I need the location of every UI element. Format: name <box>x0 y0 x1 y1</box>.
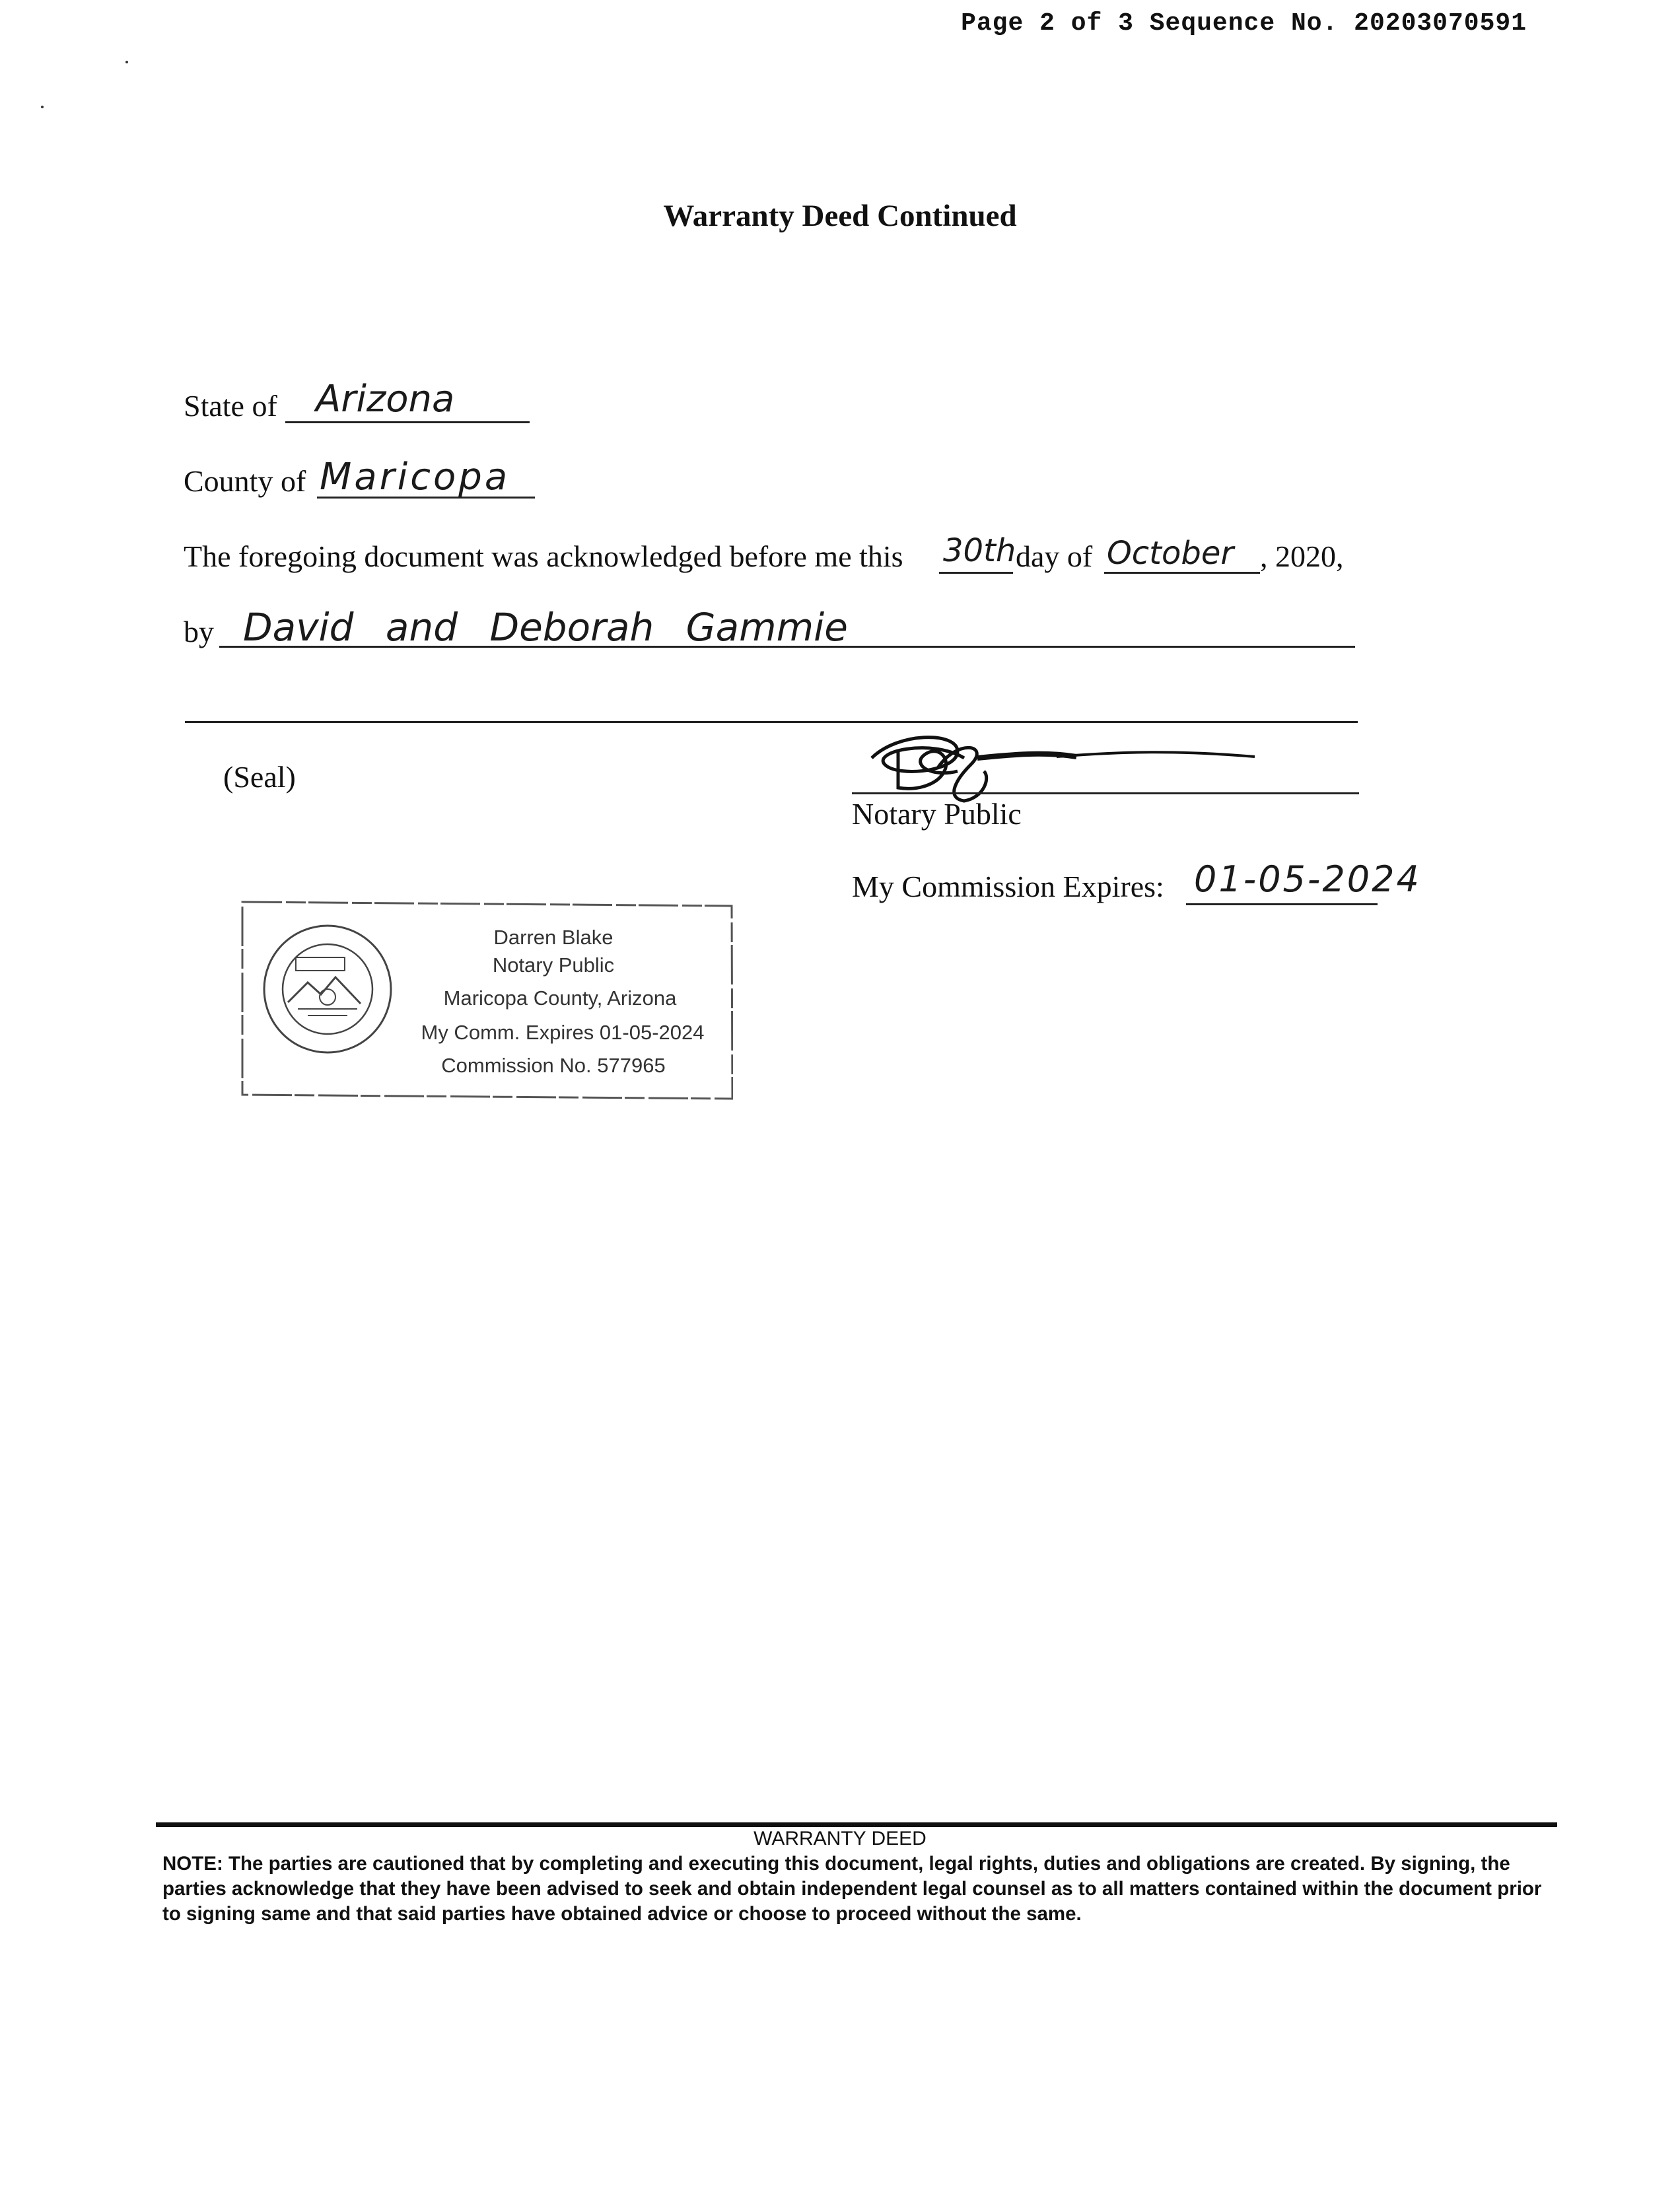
scan-speck <box>41 106 44 108</box>
scan-speck <box>125 61 128 63</box>
stamp-commission-expires: My Comm. Expires 01-05-2024 <box>421 1021 705 1044</box>
commission-underline <box>1186 903 1378 905</box>
state-label: State of <box>184 389 277 423</box>
footer-rule <box>156 1822 1557 1827</box>
acknowledgment-day: 30th <box>943 532 1016 569</box>
county-label: County of <box>184 464 306 498</box>
day-of-text: day of <box>1016 539 1093 573</box>
commission-expires-handwritten: 01-05-2024 <box>1194 858 1421 900</box>
month-underline <box>1104 572 1260 574</box>
signers-handwritten-names: David and Deborah Gammie <box>243 605 848 650</box>
year-text: , 2020, <box>1260 539 1344 573</box>
day-underline <box>939 572 1013 574</box>
by-underline <box>219 646 1355 648</box>
stamp-notary-title: Notary Public <box>492 953 615 977</box>
footer-label: WARRANTY DEED <box>753 1828 927 1849</box>
great-seal-of-arizona <box>262 923 394 1055</box>
state-underline <box>285 421 530 423</box>
state-handwritten-value: Arizona <box>316 378 455 421</box>
blank-line <box>185 721 1358 723</box>
notary-signature-line <box>852 792 1359 794</box>
page-sequence-header: Page 2 of 3 Sequence No. 20203070591 <box>961 9 1527 38</box>
stamp-notary-name: Darren Blake <box>493 926 613 949</box>
notary-public-label: Notary Public <box>852 797 1022 831</box>
stamp-county: Maricopa County, Arizona <box>443 986 677 1010</box>
acknowledgment-text: The foregoing document was acknowledged before me this <box>184 539 903 573</box>
acknowledgment-month: October <box>1107 535 1234 572</box>
document-title: Warranty Deed Continued <box>663 199 1017 233</box>
commission-expires-label: My Commission Expires: <box>852 870 1164 903</box>
footer-legal-note: NOTE: The parties are cautioned that by completing and executing this document, legal rights, duties and obligations are created. By signing, the parties acknowledge that they have been advised to seek and obtain independent legal counsel as to all matters contained within the document prior to signing same and that said parties have obtained advice or choose to proceed without the same. <box>162 1853 1542 1925</box>
county-handwritten-value: Maricopa <box>320 456 510 499</box>
by-label: by <box>184 615 214 648</box>
stamp-commission-number: Commission No. 577965 <box>441 1054 666 1077</box>
seal-label: (Seal) <box>223 760 296 794</box>
